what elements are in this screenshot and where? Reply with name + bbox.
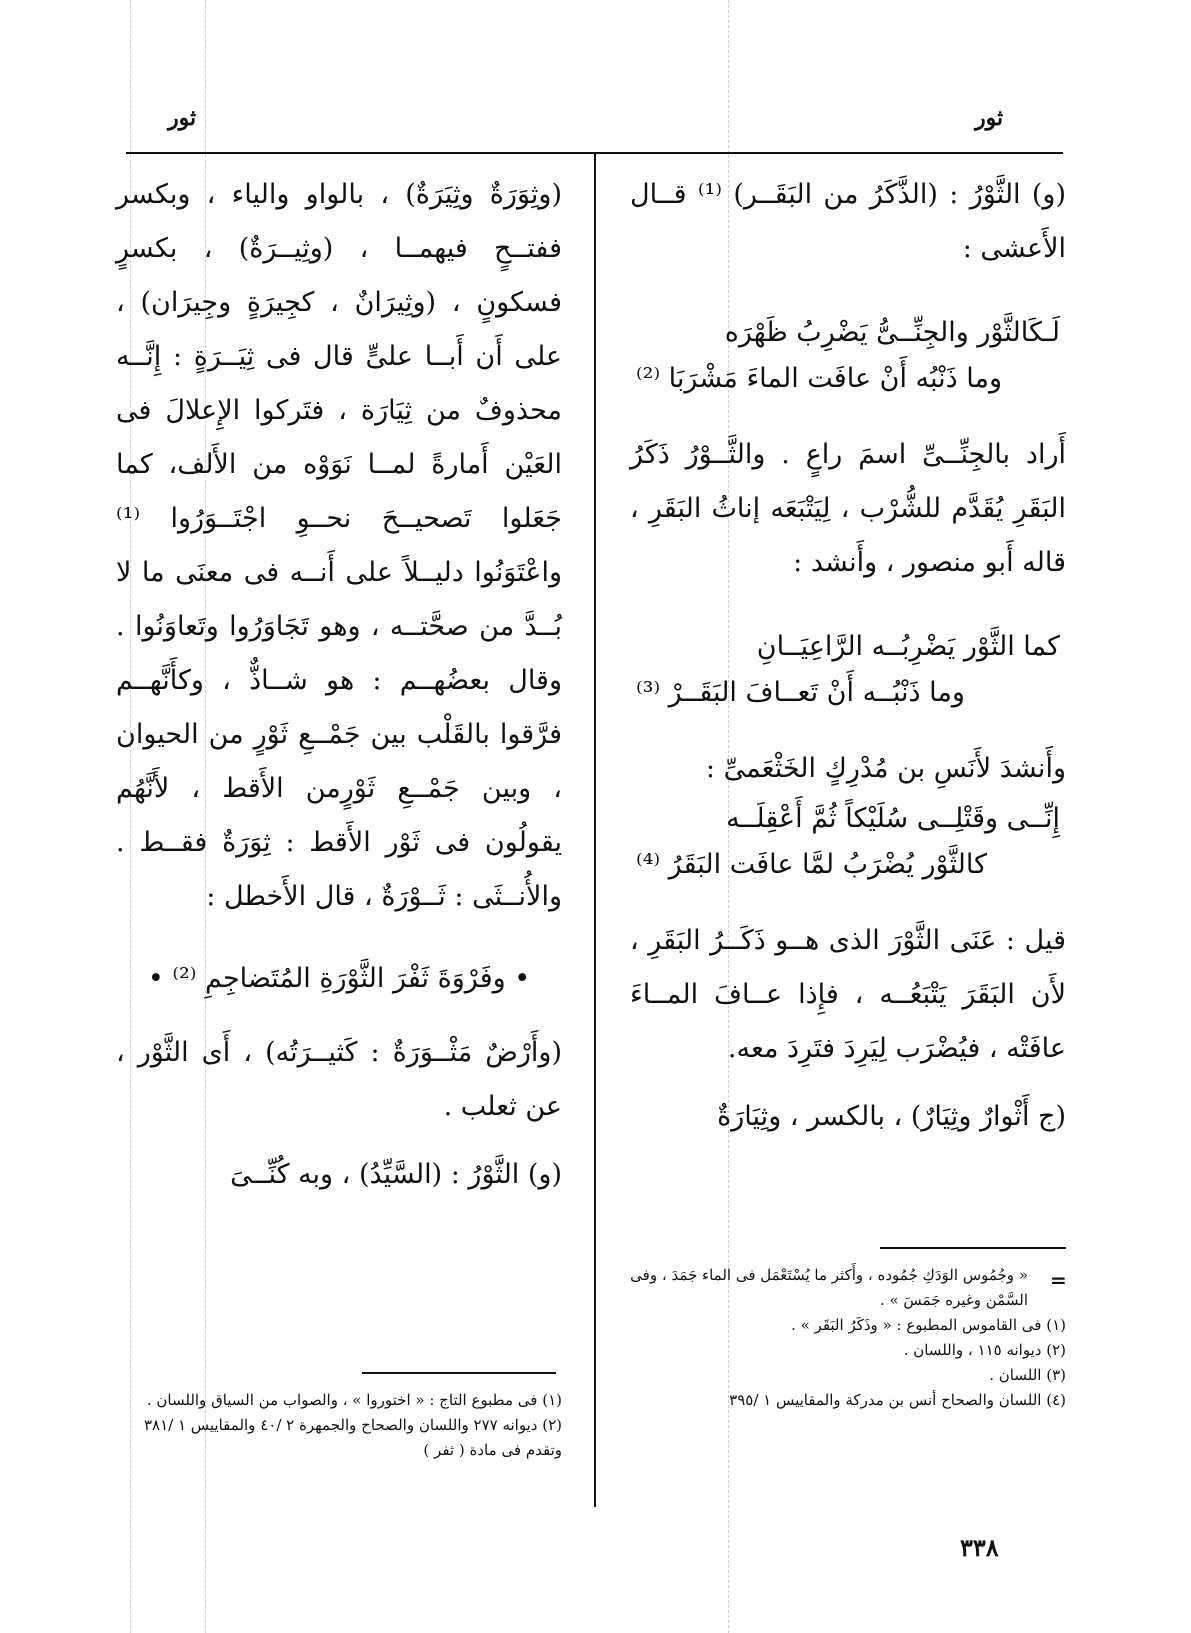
footnote: (١) فى القاموس المطبوع : « وذَكَرُ البَقَر » .: [791, 1316, 1066, 1334]
footnote: (٢) ديوانه ٢٧٧ واللسان والصحاح والجمهرة ٢ /٤٠ والمقاييس ١ /٣٨١ وتقدم فى مادة ( ثفر ): [143, 1416, 562, 1459]
right-column: [630, 168, 1066, 1144]
entry-paragraph: (ج أَثْوارٌ وثِيَارٌ) ، بالكسر ، وثِيَارَةٌ: [717, 1101, 1066, 1132]
entry-paragraph: (وثِوَرَةٌ وثِيَرَةٌ) ، بالواو والياء ، وبكسر ففتــحٍ فيهمــا ، (وثِيــرَةٌ) ، بكسرٍ فسكونٍ ، (وثِيرَانٌ ، كجِيرَةٍ وجِيرَان) ، على أَن أَبــا علىٍّ قال فى ثِيَــرَةٍ : إِنَّــه محذوفٌ من ثِيَارَة ، فتَركوا الإِعلالَ فى العَيْن أَمارةً لمــا نَوَوْه من الأَلف، كما جَعَلوا تَصحيــحَ نحــوِ اجْتَــوَرُوا ⁽¹⁾ واعْتَوَنُوا دليــلاً على أَنــه فى معنَى ما لا بُــدَّ من صحَّتــه ، وهو تَجَاوَرُوا وتَعاوَنُوا . وقال بعضُهــم : هو شــاذٌّ ، وكأَنَّهــم فرَّقوا بالقَلْب بين جَمْــعِ ثَوْرٍ من الحيوان ، وبين جَمْــعِ ثَوْرٍمن الأَقط ، لأَنَّهُم يقولُون فى ثَوْر الأَقط : ثِوَرَةٌ فقــط . والأُنــثَى : ثَــوْرَةٌ ، قال الأَخطل :: [116, 179, 562, 912]
verse-line: كما الثَّوْر يَضْرِبُــه الرَّاعِيَــانِ: [756, 631, 1060, 662]
entry-paragraph: (وأَرْضٌ مَثْــوَرَةٌ : كَثيــرَتُه) ، أَى الثَّوْر ، عن ثعلب .: [116, 1037, 562, 1122]
entry-paragraph: (و) الثَّوْرُ : (الذَّكَرُ من البَقَــر) ⁽¹⁾ قــال الأَعشى :: [630, 179, 1066, 264]
footnote: (٤) اللسان والصحاح أنس بن مدركة والمقاييس ١ /٣٩٥: [729, 1391, 1066, 1409]
verse-line: لَـكَالثَّوْر والجِنِّــىُّ يَضْرِبُ ظَهْرَه: [724, 317, 1060, 348]
running-header-left: ثور: [168, 105, 197, 131]
page-number: ٣٣٨: [960, 1533, 999, 1562]
footnotes-left: [116, 1388, 562, 1463]
entry-paragraph: قيل : عَنَى الثَّوْرَ الذى هــو ذَكَــرُ البَقَرِ ، لأَن البَقَرَ يَتْبَعُــه ، فإِذا عــافَ المــاءَ عافَتْه ، فيُضْرَب لِيَرِدَ فتَرِدَ معه.: [630, 925, 1066, 1064]
footnote-rule: [880, 1247, 1066, 1249]
column-divider: [594, 152, 596, 1507]
continuation-mark: =: [1050, 1268, 1067, 1292]
footnotes-right: [624, 1263, 1066, 1413]
entry-paragraph: أَراد بالجِنِّــىِّ اسمَ راعٍ . والثَّــوْرُ ذَكَرُ البَقَرِ يُقَدَّم للشُّرْب ، لِيَتْبَعَه إناثُ البَقَرِ ، قاله أَبو منصور ، وأَنشد :: [630, 439, 1066, 578]
entry-paragraph: (و) الثَّوْرُ : (السَّيِّدُ) ، وبه كُنِّــىَ: [230, 1159, 562, 1190]
footnote: (١) فى مطبوع التاج : « اختوروا » ، والصواب من السياق واللسان .: [146, 1391, 562, 1409]
footnote: (٣) اللسان .: [989, 1366, 1066, 1384]
footnote-rule: [362, 1372, 556, 1374]
left-column: [116, 168, 562, 1202]
footnote: (٢) ديوانه ١١٥ ، واللسان .: [903, 1341, 1066, 1359]
running-header-right: ثور: [975, 105, 1004, 131]
verse-line: • وفَرْوَةَ ثَفْرَ الثَّوْرَةِ المُتَضاجِمِ ⁽²⁾ •: [147, 963, 531, 994]
footnote-continuation: « وجُمُوس الوَدَكِ جُمُوده ، وأَكثر ما يُسْتَعْمَل فى الماء جَمَدَ ، وفى السَّمْن وغيره جَمَسَ » .: [630, 1266, 1028, 1309]
entry-paragraph: وأَنشدَ لأَنَسِ بن مُدْرِكٍ الخَثْعَمىِّ :: [705, 753, 1066, 784]
verse-line: إِنِّــى وقَتْلِــى سُلَيْكاً ثُمَّ أَعْقِلَــه: [726, 803, 1060, 834]
verse-line: وما ذَنْبُه أَنْ عافَت الماءَ مَشْرَبَا ⁽²⁾: [636, 363, 1003, 394]
verse-line: وما ذَنْبُــه أَنْ تَعــافَ البَقَــرْ ⁽³⁾: [636, 677, 965, 708]
verse-line: كالثَّوْر يُضْرَبُ لمَّا عافَت البَقَرُ ⁽⁴⁾: [636, 849, 987, 880]
